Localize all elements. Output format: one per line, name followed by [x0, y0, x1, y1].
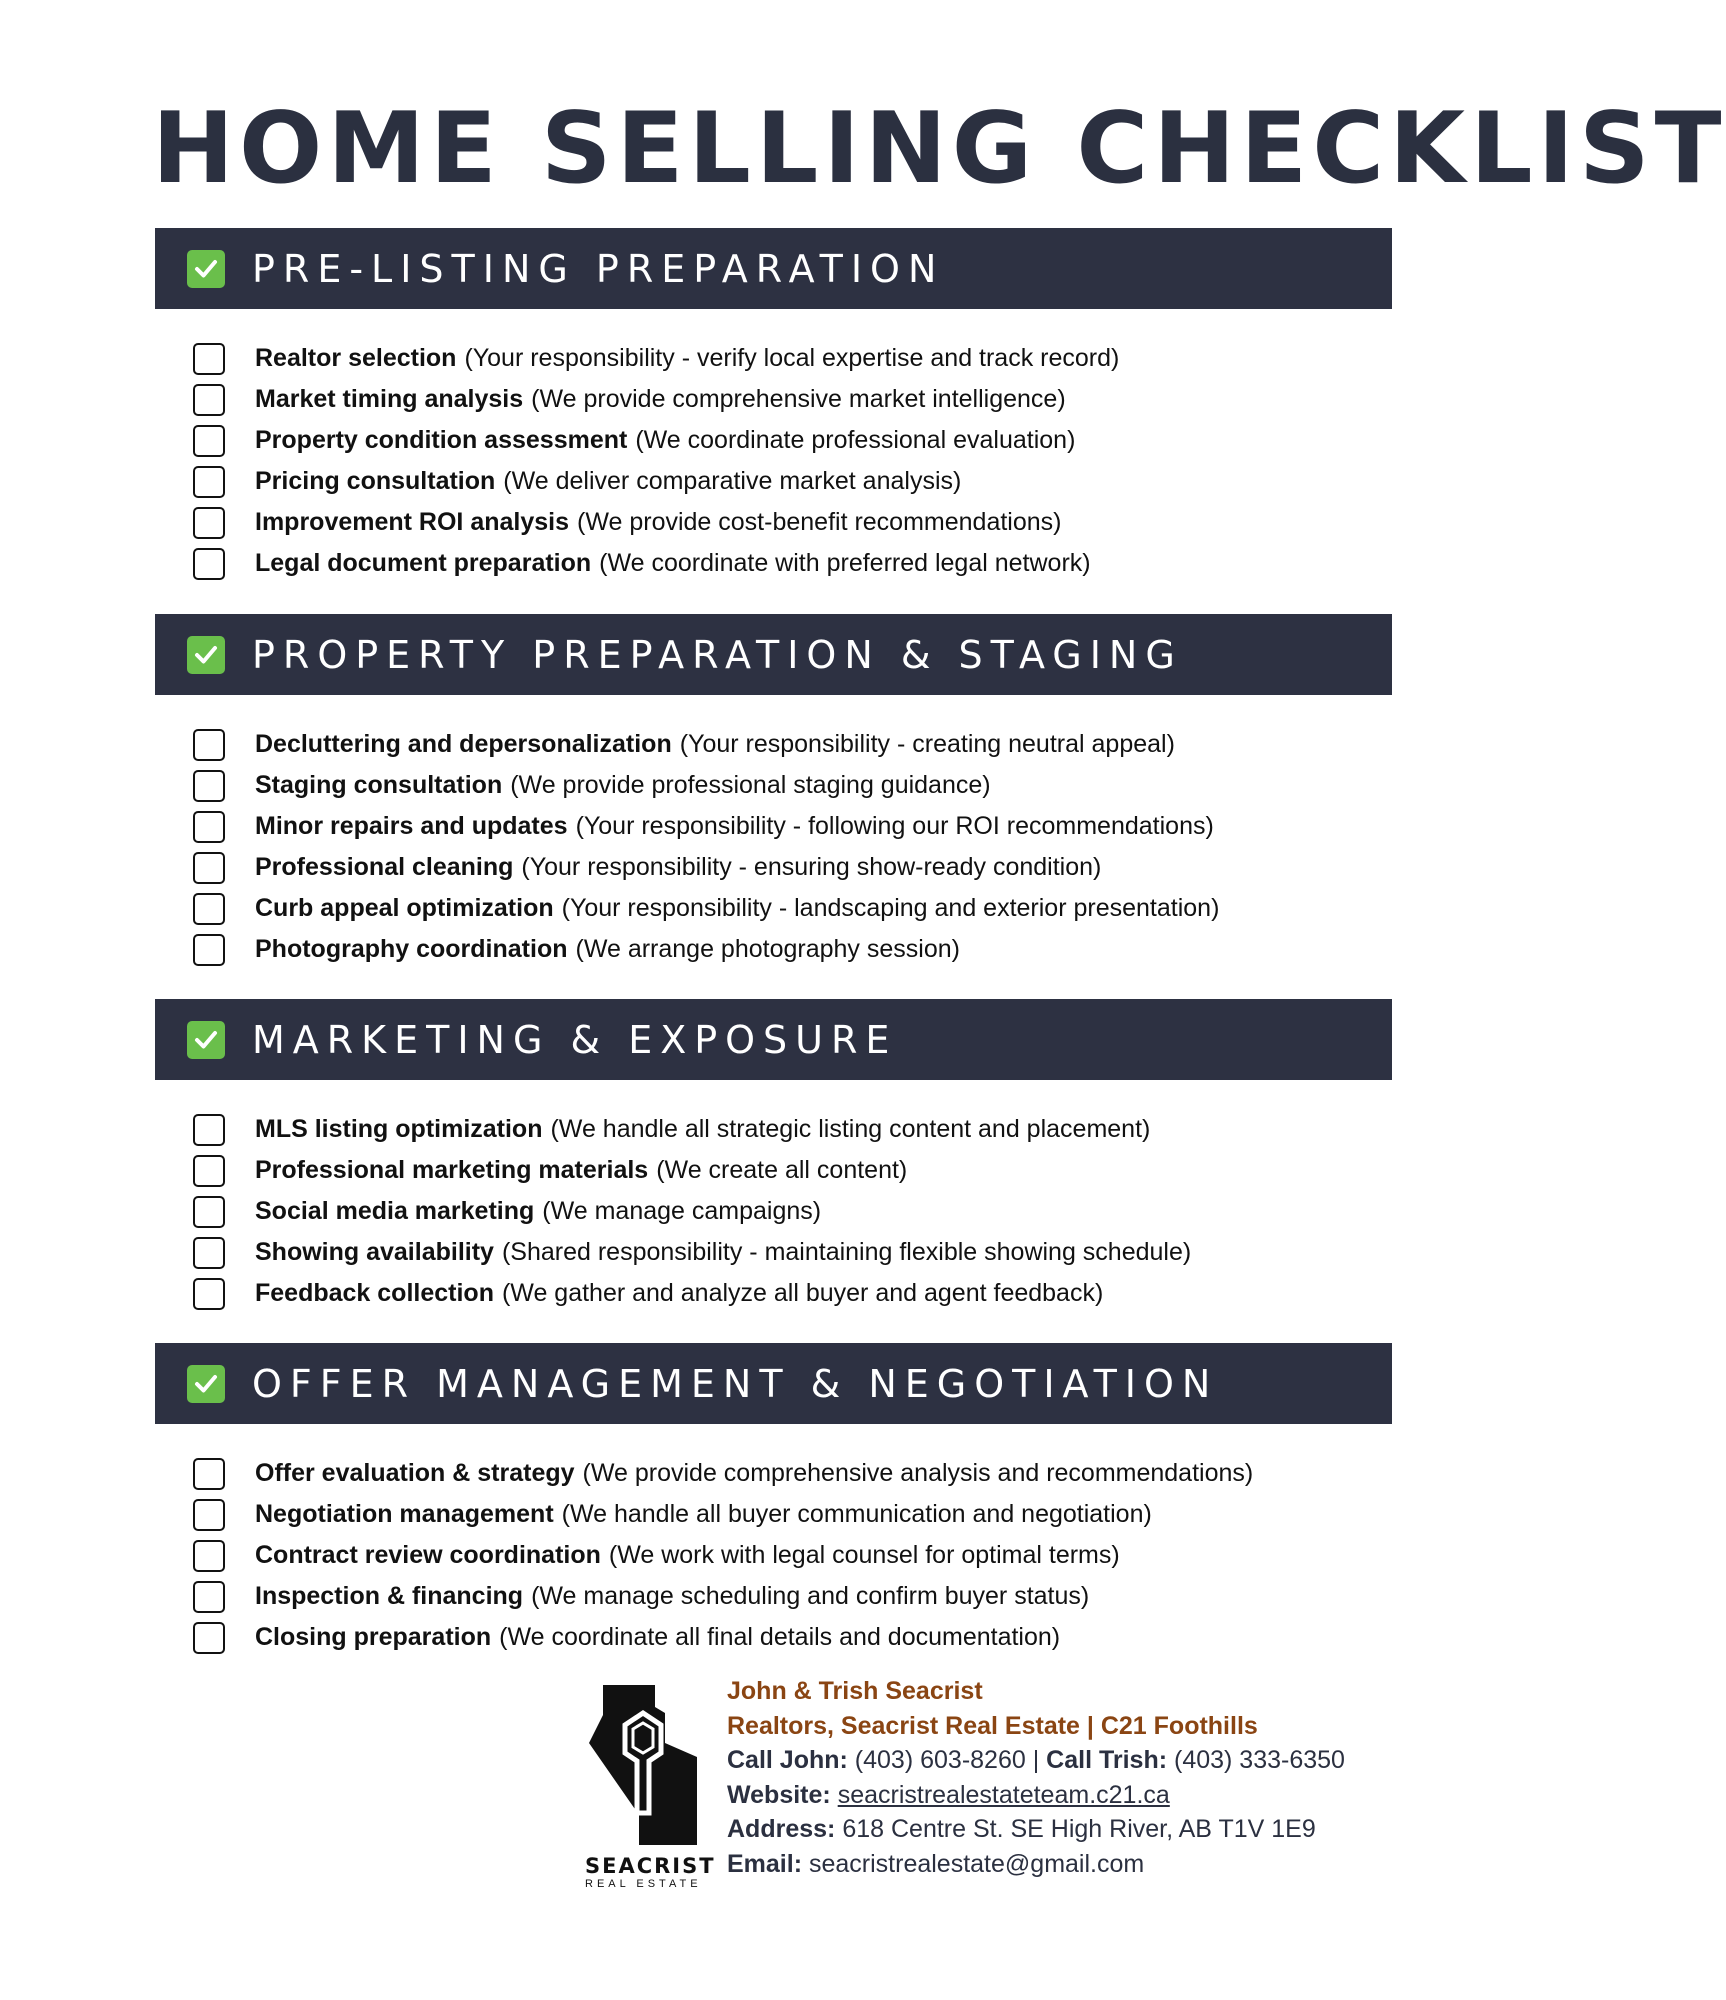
address-value: 618 Centre St. SE High River, AB T1V 1E9 — [842, 1815, 1316, 1843]
agent-names: John & Trish Seacrist — [727, 1677, 983, 1705]
list-item — [193, 461, 1119, 502]
item-title: Curb appeal optimization — [255, 894, 554, 922]
call-trish-label: Call Trish: — [1046, 1746, 1168, 1774]
list-item — [193, 1109, 1191, 1150]
item-title: Showing availability — [255, 1238, 494, 1266]
list-item — [193, 1232, 1191, 1273]
section-header-marketing — [155, 999, 1392, 1080]
checkbox[interactable] — [193, 1196, 225, 1228]
item-note: (We handle all buyer communication and negotiation) — [561, 1500, 1152, 1528]
item-title: Professional marketing materials — [255, 1156, 649, 1184]
list-item — [193, 1453, 1253, 1494]
section-header-property-preparation — [155, 614, 1392, 695]
item-note: (Your responsibility - ensuring show-ready condition) — [521, 853, 1102, 881]
item-title: Social media marketing — [255, 1197, 535, 1225]
item-title: Closing preparation — [255, 1623, 492, 1651]
item-title: Realtor selection — [255, 344, 457, 372]
item-note: (Your responsibility - landscaping and exterior presentation) — [561, 894, 1220, 922]
item-title: Improvement ROI analysis — [255, 508, 570, 536]
check-icon — [187, 636, 225, 674]
email-line — [727, 1850, 1345, 1885]
email-label: Email: — [727, 1849, 803, 1878]
item-title: Decluttering and depersonalization — [255, 730, 672, 758]
checklist-marketing — [193, 1109, 1191, 1314]
item-note: (We provide comprehensive market intelligence) — [531, 385, 1066, 413]
item-title: MLS listing optimization — [255, 1115, 543, 1143]
section-header-pre-listing — [155, 228, 1392, 309]
checkbox[interactable] — [193, 770, 225, 802]
item-note: (We deliver comparative market analysis) — [503, 467, 962, 495]
list-item — [193, 420, 1119, 461]
check-icon — [187, 1365, 225, 1403]
call-john-number[interactable]: (403) 603-8260 — [854, 1746, 1026, 1774]
checklist-property-preparation — [193, 724, 1219, 970]
item-note: (We work with legal counsel for optimal terms) — [608, 1541, 1120, 1569]
checklist-offer-management — [193, 1453, 1253, 1658]
list-item — [193, 1576, 1253, 1617]
item-note: (We provide professional staging guidance) — [510, 771, 991, 799]
item-note: (We coordinate all final details and documentation) — [499, 1623, 1061, 1651]
item-note: (We arrange photography session) — [575, 935, 960, 963]
item-title: Pricing consultation — [255, 467, 496, 495]
item-title: Professional cleaning — [255, 853, 514, 881]
house-key-logo-icon — [585, 1685, 700, 1845]
section-header-offer-management — [155, 1343, 1392, 1424]
item-note: (Shared responsibility - maintaining flexible showing schedule) — [501, 1238, 1192, 1266]
checkbox[interactable] — [193, 1622, 225, 1654]
list-item — [193, 379, 1119, 420]
item-note: (Your responsibility - creating neutral appeal) — [679, 730, 1175, 758]
section-heading: PROPERTY PREPARATION & STAGING — [252, 632, 1183, 677]
checkbox[interactable] — [193, 1114, 225, 1146]
section-heading: OFFER MANAGEMENT & NEGOTIATION — [252, 1361, 1219, 1406]
checkbox[interactable] — [193, 852, 225, 884]
call-john-label: Call John: — [727, 1746, 848, 1774]
item-title: Property condition assessment — [255, 426, 628, 454]
item-note: (We coordinate with preferred legal network) — [599, 549, 1091, 577]
checkbox[interactable] — [193, 811, 225, 843]
logo-wordmark: SEACRIST — [585, 1854, 716, 1878]
list-item — [193, 765, 1219, 806]
list-item — [193, 1494, 1253, 1535]
separator: | — [1032, 1746, 1040, 1774]
section-heading: PRE-LISTING PREPARATION — [252, 246, 945, 291]
item-title: Negotiation management — [255, 1500, 554, 1528]
item-title: Contract review coordination — [255, 1541, 601, 1569]
item-note: (Your responsibility - verify local expertise and track record) — [464, 344, 1120, 372]
checkbox[interactable] — [193, 425, 225, 457]
check-icon — [187, 250, 225, 288]
list-item — [193, 724, 1219, 765]
checkbox[interactable] — [193, 1278, 225, 1310]
call-trish-number[interactable]: (403) 333-6350 — [1174, 1746, 1345, 1774]
list-item — [193, 1150, 1191, 1191]
checkbox[interactable] — [193, 466, 225, 498]
list-item — [193, 543, 1119, 584]
item-title: Legal document preparation — [255, 549, 592, 577]
checkbox[interactable] — [193, 729, 225, 761]
checkbox[interactable] — [193, 1155, 225, 1187]
list-item — [193, 888, 1219, 929]
item-note: (We provide cost-benefit recommendations) — [577, 508, 1062, 536]
list-item — [193, 1617, 1253, 1658]
list-item — [193, 806, 1219, 847]
checkbox[interactable] — [193, 1540, 225, 1572]
item-note: (We provide comprehensive analysis and recommendations) — [582, 1459, 1254, 1487]
list-item — [193, 502, 1119, 543]
item-note: (We handle all strategic listing content and placement) — [550, 1115, 1151, 1143]
checkbox[interactable] — [193, 384, 225, 416]
checkbox[interactable] — [193, 1581, 225, 1613]
item-note: (We manage campaigns) — [542, 1197, 822, 1225]
address-line — [727, 1815, 1345, 1850]
item-title: Staging consultation — [255, 771, 503, 799]
item-title: Offer evaluation & strategy — [255, 1459, 575, 1487]
item-title: Photography coordination — [255, 935, 568, 963]
item-title: Minor repairs and updates — [255, 812, 568, 840]
email-value[interactable]: seacristrealestate@gmail.com — [808, 1849, 1145, 1878]
list-item — [193, 1273, 1191, 1314]
logo-tagline: REAL ESTATE — [585, 1878, 702, 1890]
checklist-pre-listing — [193, 338, 1119, 584]
website-label: Website: — [727, 1780, 831, 1809]
item-title: Market timing analysis — [255, 385, 524, 413]
item-note: (We create all content) — [656, 1156, 908, 1184]
website-line — [727, 1781, 1345, 1816]
agent-role: Realtors, Seacrist Real Estate | C21 Foothills — [727, 1711, 1258, 1740]
item-title: Feedback collection — [255, 1279, 494, 1307]
checkbox[interactable] — [193, 343, 225, 375]
list-item — [193, 929, 1219, 970]
item-note: (We gather and analyze all buyer and agent feedback) — [501, 1279, 1104, 1307]
checkbox[interactable] — [193, 1237, 225, 1269]
list-item — [193, 338, 1119, 379]
checkbox[interactable] — [193, 507, 225, 539]
section-heading: MARKETING & EXPOSURE — [252, 1017, 898, 1062]
item-note: (We manage scheduling and confirm buyer status) — [531, 1582, 1090, 1610]
list-item — [193, 1191, 1191, 1232]
checkbox[interactable] — [193, 1458, 225, 1490]
item-note: (We coordinate professional evaluation) — [635, 426, 1076, 454]
item-note: (Your responsibility - following our ROI recommendations) — [575, 812, 1214, 840]
list-item — [193, 1535, 1253, 1576]
phone-line — [727, 1746, 1345, 1781]
checkbox[interactable] — [193, 548, 225, 580]
checkbox[interactable] — [193, 934, 225, 966]
website-link[interactable]: seacristrealestateteam.c21.ca — [837, 1780, 1170, 1809]
company-logo — [585, 1685, 716, 1890]
check-icon — [187, 1021, 225, 1059]
contact-block — [727, 1677, 1345, 1884]
item-title: Inspection & financing — [255, 1582, 524, 1610]
page-title: HOME SELLING CHECKLIST — [152, 92, 1726, 206]
address-label: Address: — [727, 1815, 836, 1843]
checkbox[interactable] — [193, 1499, 225, 1531]
checkbox[interactable] — [193, 893, 225, 925]
list-item — [193, 847, 1219, 888]
